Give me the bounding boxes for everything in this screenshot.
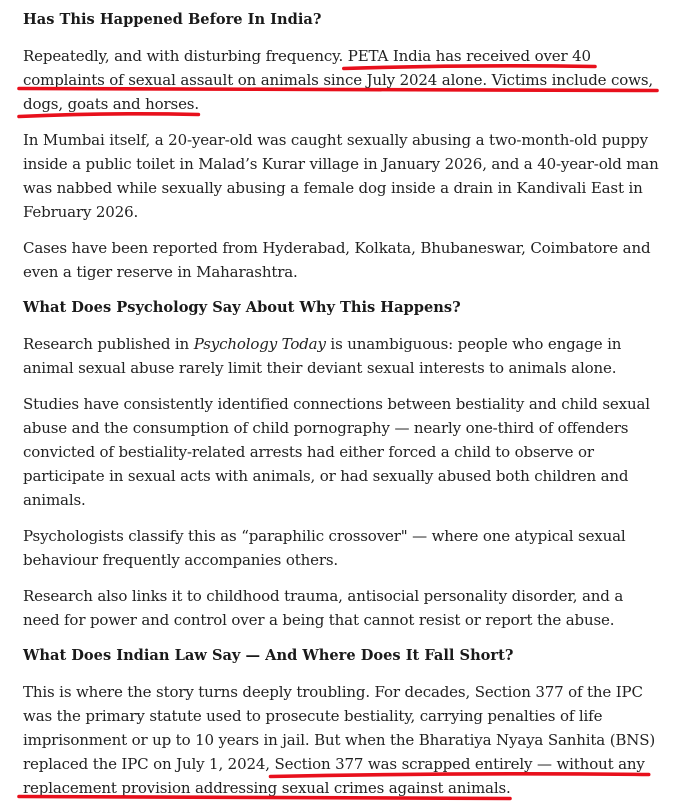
paragraph-studies: Studies have consistently identified connections between bestiality and child sexual abuse and the consumption of child pornography — nearly one-third of offenders convicted of bestiality-related arrests had either forced a child to observe or participate in sexual acts with animals, or had sexually abused both children and animals. [23,395,650,509]
section-heading-india-history: Has This Happened Before In India? [23,11,322,28]
paragraph-childhood-trauma: Research also links it to childhood trauma, antisocial personality disorder, and a need for power and control over a being that cannot resist or report the abuse. [23,587,624,629]
paragraph-section-377 [23,680,663,800]
article-body [23,0,663,800]
paragraph-repeatedly [23,44,663,116]
paragraph-end-punctuation: . [506,779,511,797]
section-heading-indian-law: What Does Indian Law Say — And Where Does It Fall Short? [23,647,514,664]
paragraph-lead-text: This is where the story turns deeply troubling. For decades, Section 377 of the IPC was the primary statute used to prosecute bestiality, carrying penalties of life imprisonment or up to 10 years in jail. But when the Bharatiya Nyaya Sanhita (BNS) replaced the IPC on July 1, 2024, [23,683,656,773]
publication-name: Psychology Today [193,335,326,353]
section-heading-psychology: What Does Psychology Say About Why This Happens? [23,299,461,316]
paragraph-paraphilic-crossover: Psychologists classify this as “paraphilic crossover" — where one atypical sexual behaviour frequently accompanies others. [23,527,626,569]
paragraph-lead-text: Research published in [23,335,194,353]
highlighted-peta-claim: PETA India has received over 40 complaints of sexual assault on animals since July 2024 alone. Victims include cows, dogs, goats and horses [23,47,654,113]
paragraph-end-punctuation: . [194,95,199,113]
paragraph-psychology-today [23,332,663,380]
paragraph-rest-text: is unambiguous: people who engage in animal sexual abuse rarely limit their deviant sexual interests to animals alone. [23,335,622,377]
paragraph-other-cities: Cases have been reported from Hyderabad, Kolkata, Bhubaneswar, Coimbatore and even a tiger reserve in Maharashtra. [23,239,651,281]
paragraph-mumbai-cases: In Mumbai itself, a 20-year-old was caught sexually abusing a two-month-old puppy inside a public toilet in Malad’s Kurar village in January 2026, and a 40-year-old man was nabbed while sexually abusing a female dog inside a drain in Kandivali East in February 2026. [23,131,659,221]
highlighted-section-377-claim: Section 377 was scrapped entirely — without any replacement provision addressing sexual crimes against animals [23,755,645,797]
paragraph-lead-text: Repeatedly, and with disturbing frequency. [23,47,348,65]
